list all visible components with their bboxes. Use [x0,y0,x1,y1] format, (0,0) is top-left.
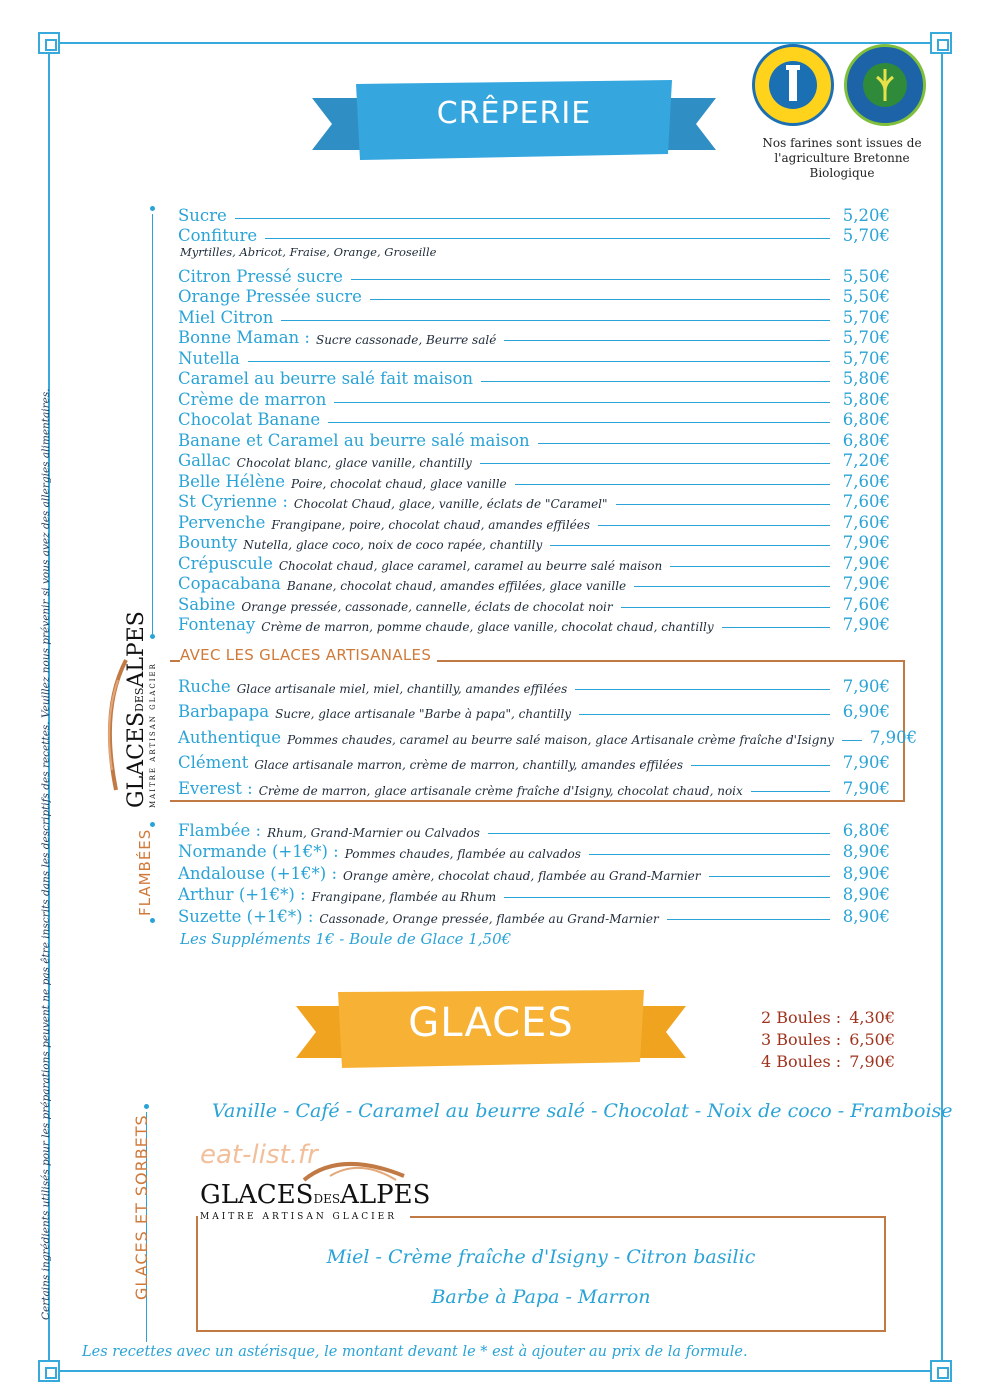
menu-item-description: Pommes chaudes, caramel au beurre salé maison, glace Artisanale crème fraîche d'Isigny [287,732,834,747]
leader-line [842,740,862,741]
flambees-side-label: FLAMBÉES [136,828,154,916]
leader-line [235,218,830,219]
boule-price: 4,30€ [849,1008,895,1027]
menu-item-name: Sabine [178,594,236,614]
flour-note-line: Nos farines sont issues de [762,136,922,150]
menu-item-description: Sucre cassonade, Beurre salé [315,333,497,347]
leader-line [538,443,830,444]
leader-line [480,463,830,464]
menu-item-price: 7,90€ [842,676,890,696]
menu-item [178,614,890,635]
menu-item-name: Everest : [178,778,253,798]
menu-item-name: Confiture [178,226,258,245]
menu-item-description: Crème de marron, pomme chaude, glace vanille, chocolat chaud, chantilly [261,620,714,634]
brand-word: ALPES [340,1180,431,1210]
footnote: Les recettes avec un astérisque, le montant devant le * est à ajouter au prix de la formule. [82,1344,748,1360]
boule-label: 4 Boules : [760,1052,842,1071]
menu-item [178,368,890,389]
menu-item [178,286,890,307]
leader-line [351,279,830,280]
brand-word: GLACES [200,1180,314,1210]
menu-item-price: 5,70€ [842,226,890,245]
side-dot [150,206,155,211]
glaces-title: GLACES [408,1000,574,1046]
creperie-list [178,204,890,634]
menu-item-name: Sucre [178,205,227,225]
artisanales-title: AVEC LES GLACES ARTISANALES [180,646,437,664]
menu-item-name: Orange Pressée sucre [178,287,362,306]
menu-item-price: 7,90€ [842,753,890,772]
menu-item-price: 8,90€ [842,863,890,883]
boules-prices [745,1008,895,1074]
menu-item-name: Bonne Maman : [178,328,310,347]
boule-price-row [745,1030,895,1052]
leader-line [281,320,830,321]
menu-item-name: Arthur (+1€*) : [178,885,306,904]
menu-item-price: 7,90€ [842,574,890,593]
menu-item [178,470,890,491]
corner-ornament [38,1360,60,1382]
artisanales-list [178,670,918,798]
menu-item-name: Belle Hélène [178,471,286,491]
menu-item-name: Bounty [178,533,238,552]
menu-item-price: 6,80€ [842,820,890,840]
leader-line [579,714,830,715]
menu-item-description: Pommes chaudes, flambée au calvados [344,847,581,861]
menu-item-description: Sucre, glace artisanale "Barbe à papa", chantilly [275,707,572,721]
menu-item-price: 7,90€ [842,553,890,573]
brand-word: DES [313,1192,341,1206]
watermark: eat-list.fr [200,1140,318,1170]
menu-item-options: Myrtilles, Abricot, Fraise, Orange, Groseille [180,245,437,259]
menu-item [178,450,890,471]
menu-item-price: 5,80€ [842,389,890,409]
menu-item [178,409,890,430]
leader-line [751,791,830,792]
glaces-des-alpes-brand-vertical [124,611,157,808]
menu-item-name: Fontenay [178,615,256,634]
menu-item-description: Frangipane, flambée au Rhum [311,890,497,904]
brand-subtitle: MAITRE ARTISAN GLACIER [200,1212,398,1222]
creperie-title: CRÊPERIE [436,96,592,131]
menu-item-description: Glace artisanale marron, crème de marron, chantilly, amandes effilées [254,758,683,772]
menu-item-description: Chocolat Chaud, glace, vanille, éclats de "Caramel" [293,497,608,511]
menu-item-description: Frangipane, poire, chocolat chaud, amandes effilées [271,517,591,532]
flour-note [742,136,942,181]
menu-item-description: Orange pressée, cassonade, cannelle, éclats de chocolat noir [241,599,613,614]
menu-item-name: Ruche [178,676,231,696]
menu-item-price: 6,80€ [842,430,890,450]
menu-item [178,904,890,926]
leader-line [248,361,830,362]
menu-item [178,772,890,798]
leader-line [334,402,830,403]
menu-item-description: Banane, chocolat chaud, amandes effilées, glace vanille [286,579,627,593]
sorbets-box-top [410,1216,886,1218]
menu-item-description: Orange amère, chocolat chaud, flambée au Grand-Marnier [343,868,701,883]
menu-item-name: Caramel au beurre salé fait maison [178,369,474,388]
boule-label: 2 Boules : [760,1008,842,1027]
leader-line [370,299,830,300]
menu-item [178,511,890,532]
boule-price-row [745,1008,895,1030]
corner-ornament [930,1360,952,1382]
menu-item-description: Glace artisanale miel, miel, chantilly, amandes effilées [236,681,568,696]
menu-item-price: 5,20€ [842,205,890,225]
menu-item-price: 5,70€ [842,307,890,327]
menu-item-price: 7,60€ [842,594,890,614]
menu-item-description: Rhum, Grand-Marnier ou Calvados [267,825,480,840]
menu-item [178,532,890,553]
menu-item-name: Normande (+1€*) : [178,842,339,861]
menu-item-name: Miel Citron [178,307,274,327]
leader-line [504,340,830,341]
brand-word: GLACES [124,711,149,808]
menu-item-name: Citron Pressé sucre [178,266,343,286]
leader-line [667,919,830,920]
menu-item-name: Clément [178,753,249,772]
menu-item [178,552,890,573]
menu-item [178,327,890,348]
menu-item-name: Barbapapa [178,702,270,721]
brand-word: DES [133,687,146,712]
menu-item [178,491,890,512]
side-dot [144,1104,149,1109]
menu-item-name: Gallac [178,451,231,470]
leader-line [575,689,830,690]
corner-ornament [930,32,952,54]
menu-item-name: Andalouse (+1€*) : [178,863,338,883]
menu-item [178,306,890,327]
leader-line [670,566,830,567]
menu-item-price: 7,90€ [842,778,890,798]
menu-item [178,593,890,614]
menu-item-name: Banane et Caramel au beurre salé maison [178,430,530,450]
leader-line [634,586,830,587]
menu-item [178,747,890,773]
menu-item-description: Cassonade, Orange pressée, flambée au Grand-Marnier [319,911,659,926]
menu-item [178,861,890,883]
leader-line [722,627,830,628]
menu-item-description: Poire, chocolat chaud, glace vanille [291,476,507,491]
menu-item-price: 5,70€ [842,348,890,368]
side-rule [152,214,153,634]
menu-item-price: 7,20€ [842,451,890,470]
menu-item [178,225,890,246]
menu-item [178,265,890,286]
menu-item-price: 5,80€ [842,369,890,388]
mountain-swoosh-icon [98,650,128,800]
leader-line [481,381,830,382]
menu-item-price: 7,60€ [842,471,890,491]
menu-item-name: Suzette (+1€*) : [178,906,314,926]
leader-line [265,238,830,239]
menu-item [178,721,918,747]
side-dot [150,918,155,923]
sorbet-line-2: Barbe à Papa - Marron [431,1286,651,1308]
menu-item-price: 7,60€ [842,492,890,511]
menu-item-price: 5,50€ [842,266,890,286]
leader-line [621,607,830,608]
glaces-sorbets-side-label: GLACES ET SORBETS [132,1114,151,1300]
boule-label: 3 Boules : [760,1030,842,1049]
boule-price: 6,50€ [849,1030,895,1049]
leader-line [328,422,830,423]
ice-cream-flavours: Vanille - Café - Caramel au beurre salé - Chocolat - Noix de coco - Framboise [212,1100,953,1122]
flour-note-line: l'agriculture Bretonne Biologique [774,151,910,180]
menu-item [178,696,890,722]
leader-line [504,897,830,898]
brand-subtitle: MAITRE ARTISAN GLACIER [149,662,157,808]
menu-item-price: 6,90€ [842,702,890,721]
leader-line [709,876,830,877]
sorbet-line-1: Miel - Crème fraîche d'Isigny - Citron basilic [326,1246,756,1268]
menu-item-price: 7,90€ [869,727,918,747]
menu-item [178,883,890,905]
menu-item-name: St Cyrienne : [178,492,288,511]
menu-item-name: Chocolat Banane [178,410,321,429]
boule-price-row [745,1052,895,1074]
menu-item [178,818,890,840]
menu-item-price: 8,90€ [842,842,890,861]
menu-item-description: Chocolat blanc, glace vanille, chantilly [236,456,472,470]
agriculture-biologique-logo [844,44,926,126]
supplements-line: Les Suppléments 1€ - Boule de Glace 1,50€ [180,930,512,948]
produit-en-bretagne-logo [752,44,834,126]
menu-item-price: 6,80€ [842,410,890,429]
leader-line [598,525,830,526]
menu-item [178,347,890,368]
menu-item-price: 5,50€ [842,287,890,306]
menu-item-description: Crème de marron, glace artisanale crème fraîche d'Isigny, chocolat chaud, noix [258,783,743,798]
menu-item-name: Authentique [178,727,282,747]
menu-item [178,204,890,225]
brand-word: ALPES [124,611,149,688]
menu-item [178,429,890,450]
menu-item [178,388,890,409]
menu-item-price: 7,60€ [842,512,890,532]
leader-line [515,484,830,485]
menu-item-price: 7,90€ [842,533,890,552]
menu-item-name: Nutella [178,348,240,368]
sorbets-box [196,1216,886,1332]
leader-line [488,833,830,834]
glaces-banner [296,990,686,1070]
leader-line [589,854,830,855]
menu-item-description: Chocolat chaud, glace caramel, caramel au beurre salé maison [278,558,663,573]
corner-ornament [38,32,60,54]
side-dot [150,822,155,827]
menu-item-name: Pervenche [178,512,266,532]
menu-item-price: 8,90€ [842,885,890,904]
flambees-list [178,818,890,926]
menu-item-description: Nutella, glace coco, noix de coco rapée, chantilly [243,538,543,552]
menu-item [178,573,890,594]
mountain-swoosh-icon [300,1146,410,1186]
menu-item-name: Crépuscule [178,553,273,573]
menu-item-name: Flambée : [178,820,262,840]
boule-price: 7,90€ [849,1052,895,1071]
menu-item [178,670,890,696]
leader-line [616,504,830,505]
menu-item-price: 5,70€ [842,328,890,347]
allergy-note: Certains ingrédients utilisés pour les préparations peuvent ne pas être inscrits dans les descriptifs des recettes. Veuillez nous prévenir si vous avez des allergies alimentaires. [40,388,52,1320]
leader-line [691,765,830,766]
creperie-banner [312,80,716,164]
menu-item-price: 7,90€ [842,615,890,634]
leader-line [550,545,830,546]
menu-item-price: 8,90€ [842,906,890,926]
menu-item-name: Crème de marron [178,389,327,409]
menu-item-name: Copacabana [178,574,281,593]
menu-item [178,840,890,862]
